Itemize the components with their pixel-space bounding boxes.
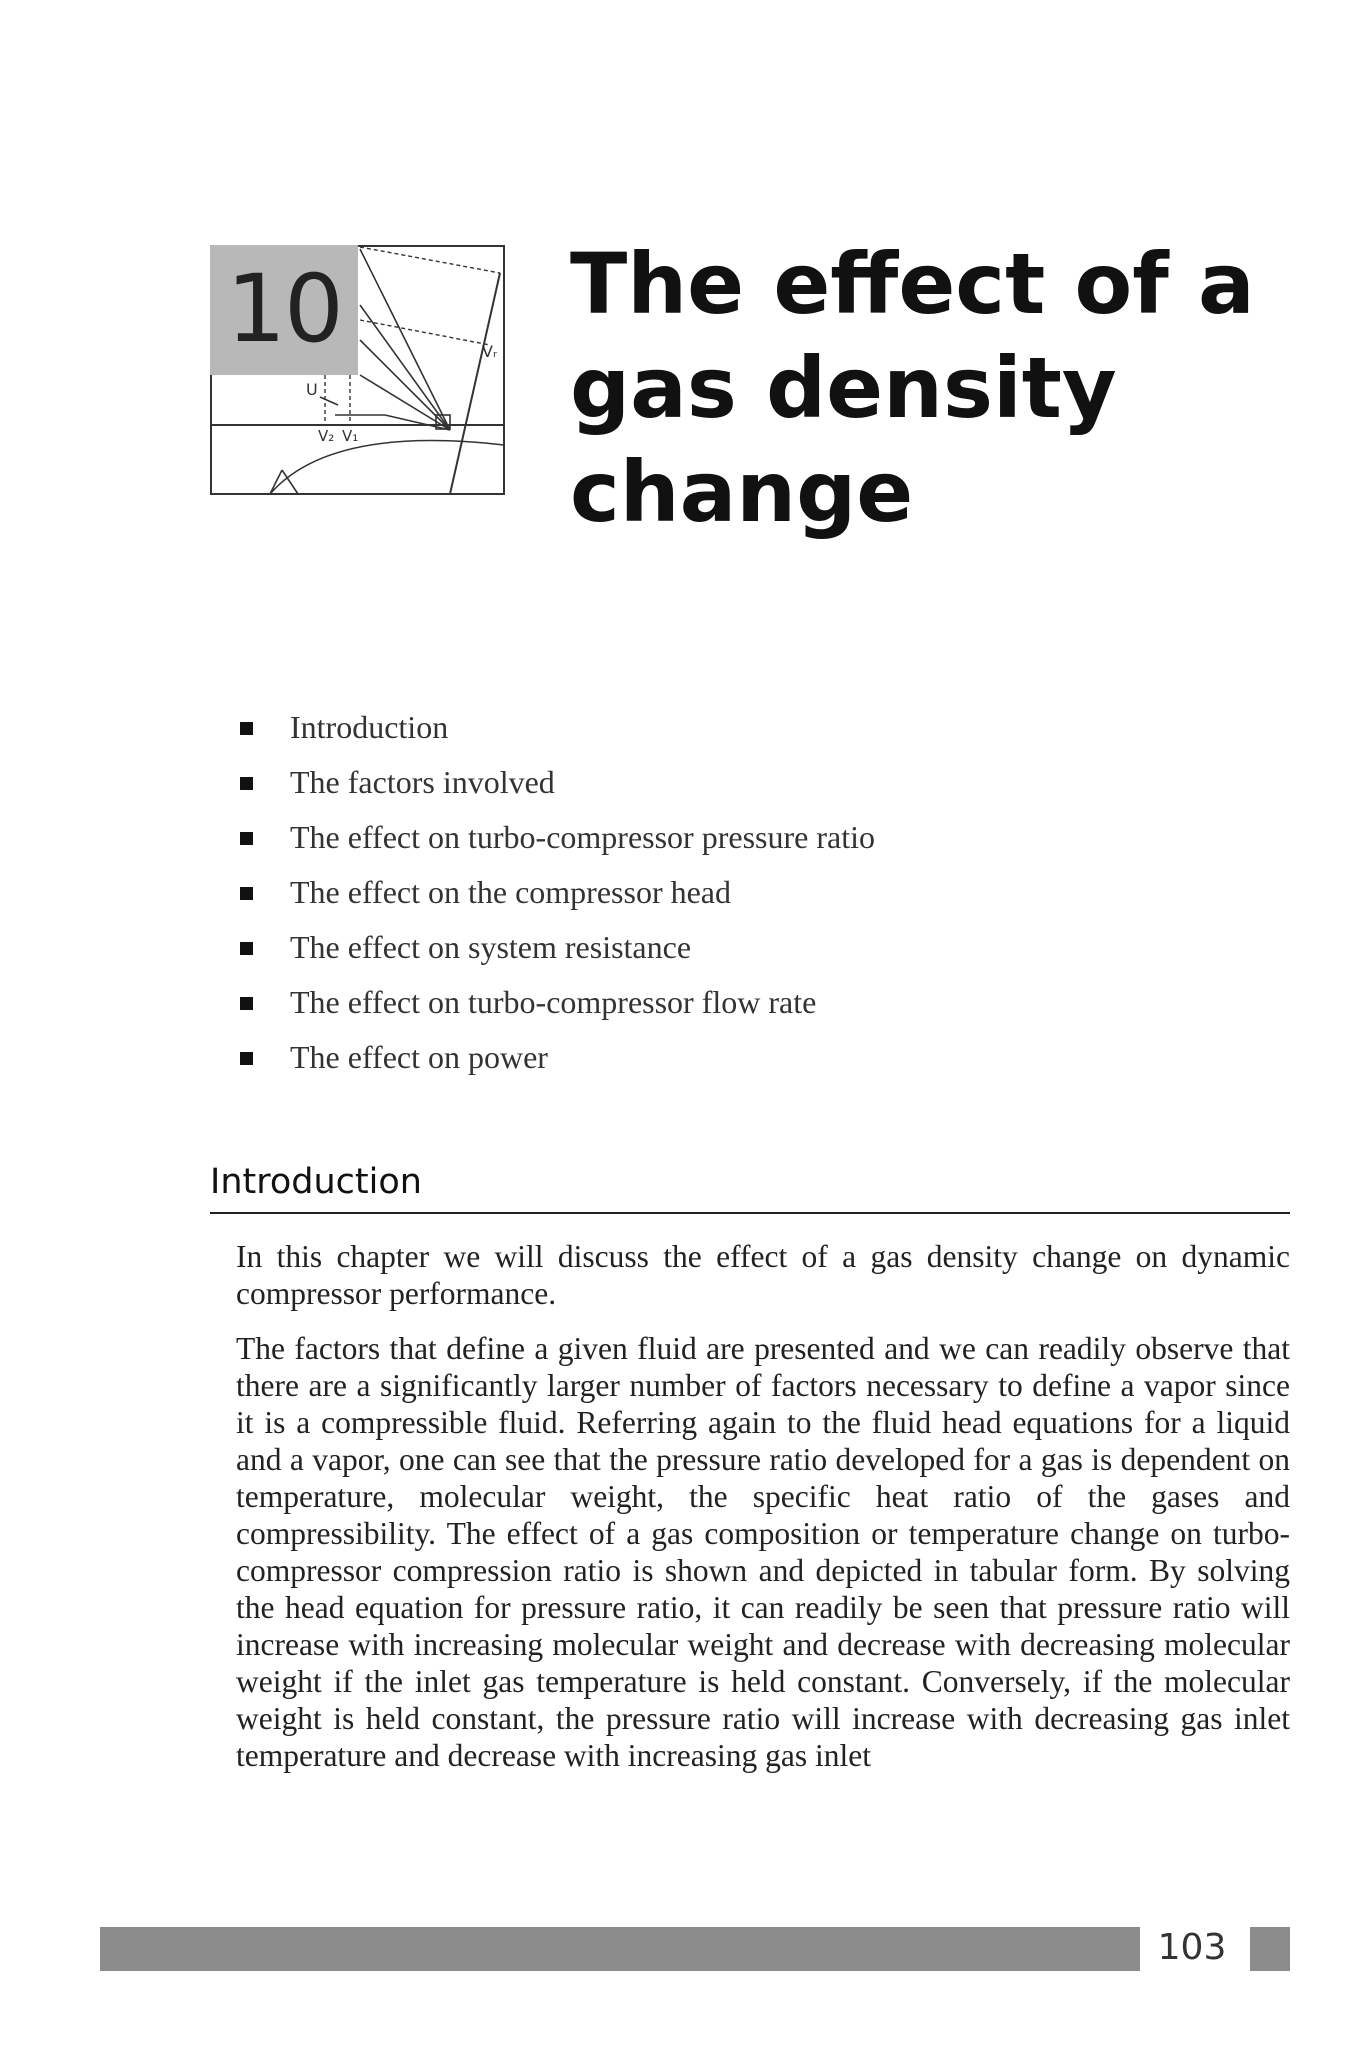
contents-item-label: The effect on turbo-compressor pressure ratio bbox=[290, 819, 875, 855]
bullet-icon bbox=[240, 942, 253, 955]
chapter-title bbox=[570, 232, 1270, 544]
bullet-icon bbox=[240, 1052, 253, 1065]
contents-item bbox=[238, 920, 875, 975]
contents-item bbox=[238, 755, 875, 810]
contents-item-label: The effect on system resistance bbox=[290, 929, 692, 965]
bullet-icon bbox=[240, 832, 253, 845]
figure-label-v1: V₁ bbox=[342, 427, 359, 445]
bullet-icon bbox=[240, 722, 253, 735]
bullet-icon bbox=[240, 777, 253, 790]
contents-item-label: The effect on power bbox=[290, 1039, 548, 1075]
page-number: 103 bbox=[1157, 1927, 1227, 1968]
figure-label-u: U bbox=[306, 380, 318, 399]
contents-item bbox=[238, 1030, 875, 1085]
chapter-number: 10 bbox=[226, 255, 342, 364]
body-paragraph: In this chapter we will discuss the effect of a gas density change on dynamic compressor performance. bbox=[236, 1239, 1290, 1311]
contents-item bbox=[238, 975, 875, 1030]
chapter-title-line: change bbox=[570, 443, 914, 541]
contents-item bbox=[238, 700, 875, 755]
footer-bar bbox=[100, 1927, 1140, 1971]
figure-label-vr: Vᵣ bbox=[482, 342, 498, 361]
body-paragraph: The factors that define a given fluid are presented and we can readily observe that there are a significantly larger number of factors necessary to define a vapor since it is a compressible fluid. Referring again to the fluid head equations for a liquid and a vapor, one can see that the pressure ratio developed for a gas is dependent on temperature, molecular weight, the specific heat ratio of the gases and compressibility. The effect of a gas composition or temperature change on turbo-compressor compression ratio is shown and depicted in tabular form. By solving the head equation for pressure ratio, it can readily be seen that pressure ratio will increase with increasing molecular weight and decrease with decreasing molecular weight if the inlet gas temperature is held constant. Conversely, if the molecular weight is held constant, the pressure ratio will increase with decreasing gas inlet temperature and decrease with increasing gas inlet bbox=[236, 1331, 1290, 1773]
chapter-title-line: The effect of a bbox=[570, 235, 1255, 333]
contents-item-label: Introduction bbox=[290, 709, 449, 745]
contents-item-label: The effect on the compressor head bbox=[290, 874, 731, 910]
contents-item bbox=[238, 810, 875, 865]
contents-item-label: The effect on turbo-compressor flow rate bbox=[290, 984, 817, 1020]
section-heading: Introduction bbox=[210, 1162, 422, 1202]
bullet-icon bbox=[240, 997, 253, 1010]
section-divider bbox=[210, 1212, 1290, 1214]
chapter-contents-list bbox=[238, 700, 875, 1085]
chapter-title-line: gas density bbox=[570, 339, 1117, 437]
contents-item bbox=[238, 865, 875, 920]
contents-item-label: The factors involved bbox=[290, 764, 555, 800]
footer-square bbox=[1250, 1927, 1290, 1971]
figure-label-v2: V₂ bbox=[318, 427, 335, 445]
bullet-icon bbox=[240, 887, 253, 900]
